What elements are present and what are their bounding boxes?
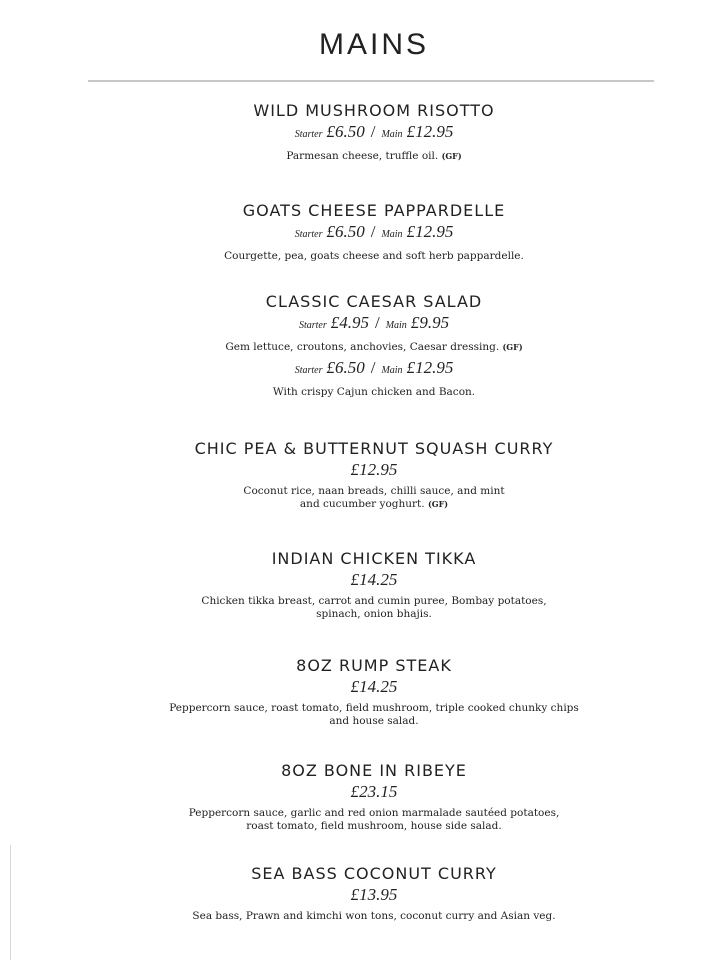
dish-price — [0, 312, 720, 337]
dish-name: SEA BASS COCONUT CURRY — [251, 864, 497, 883]
dish-price-with-chicken — [0, 357, 720, 382]
dish-price: £14.25 — [350, 570, 398, 589]
main-price: £12.95 — [406, 358, 454, 377]
main-price: £9.95 — [410, 313, 450, 332]
dish-name: 8OZ RUMP STEAK — [296, 656, 452, 675]
menu-item-8oz-bone-in-ribeye — [0, 761, 720, 833]
description-text: Parmesan cheese, truffle oil. — [286, 150, 439, 162]
dish-description — [0, 595, 720, 621]
starter-label: Starter — [294, 365, 323, 376]
main-price: £12.95 — [406, 122, 454, 141]
dish-description: Courgette, pea, goats cheese and soft herb pappardelle. — [224, 250, 524, 262]
dish-description-extra: With crispy Cajun chicken and Bacon. — [272, 386, 476, 398]
dish-name: WILD MUSHROOM RISOTTO — [253, 101, 495, 120]
dish-description: Sea bass, Prawn and kimchi won tons, coconut curry and Asian veg. — [192, 910, 556, 922]
starter-label: Starter — [298, 320, 327, 331]
dish-name: GOATS CHEESE PAPPARDELLE — [242, 201, 506, 220]
gluten-free-tag: (GF) — [427, 499, 449, 509]
description-line-1: Chicken tikka breast, carrot and cumin puree, Bombay potatoes, — [201, 595, 547, 607]
menu-item-8oz-rump-steak — [0, 656, 720, 728]
main-label: Main — [381, 229, 403, 240]
gluten-free-tag: (GF) — [441, 151, 462, 161]
menu-item-indian-chicken-tikka — [0, 549, 720, 621]
starter-price: £4.95 — [330, 313, 369, 332]
price-separator: / — [370, 122, 376, 141]
description-line-2: spinach, onion bhajis. — [316, 608, 432, 620]
description-text: Gem lettuce, croutons, anchovies, Caesar dressing. — [225, 341, 500, 353]
price-separator: / — [370, 358, 376, 377]
description-line-2: and house salad. — [329, 715, 419, 727]
page-title: MAINS — [318, 28, 429, 61]
dish-name: CLASSIC CAESAR SALAD — [265, 292, 483, 311]
title-divider — [88, 80, 654, 82]
dish-description — [0, 807, 720, 833]
dish-description — [0, 341, 720, 354]
dish-price: £14.25 — [350, 677, 398, 696]
menu-item-goats-cheese-pappardelle — [0, 201, 720, 263]
dish-description — [0, 150, 720, 163]
description-line-1: Peppercorn sauce, garlic and red onion marmalade sautéed potatoes, — [188, 807, 560, 819]
description-line-1: Peppercorn sauce, roast tomato, field mushroom, triple cooked chunky chips — [169, 702, 579, 714]
dish-name: CHIC PEA & BUTTERNUT SQUASH CURRY — [194, 439, 554, 458]
dish-name: 8OZ BONE IN RIBEYE — [281, 761, 467, 780]
main-label: Main — [381, 365, 403, 376]
dish-description — [0, 485, 720, 511]
dish-price — [0, 221, 720, 246]
description-text: and cucumber yoghurt. — [299, 498, 425, 510]
dish-price: £13.95 — [350, 885, 398, 904]
main-label: Main — [381, 129, 403, 140]
starter-label: Starter — [294, 129, 323, 140]
main-label: Main — [385, 320, 407, 331]
menu-item-classic-caesar-salad — [0, 292, 720, 399]
starter-label: Starter — [294, 229, 323, 240]
starter-price: £6.50 — [326, 222, 365, 241]
price-separator: / — [370, 222, 376, 241]
description-line-2: roast tomato, field mushroom, house side salad. — [246, 820, 502, 832]
dish-description — [0, 702, 720, 728]
menu-item-sea-bass-coconut-curry — [0, 864, 720, 923]
description-line-2 — [0, 498, 720, 511]
description-line-1: Coconut rice, naan breads, chilli sauce, and mint — [243, 485, 505, 497]
dish-name: INDIAN CHICKEN TIKKA — [271, 549, 477, 568]
price-separator: / — [374, 313, 380, 332]
dish-price: £12.95 — [350, 460, 398, 479]
main-price: £12.95 — [406, 222, 454, 241]
starter-price: £6.50 — [326, 122, 365, 141]
starter-price: £6.50 — [326, 358, 365, 377]
dish-price — [0, 121, 720, 146]
gluten-free-tag: (GF) — [502, 342, 523, 352]
dish-price: £23.15 — [350, 782, 398, 801]
menu-item-chic-pea-curry — [0, 439, 720, 511]
menu-item-wild-mushroom-risotto — [0, 101, 720, 163]
